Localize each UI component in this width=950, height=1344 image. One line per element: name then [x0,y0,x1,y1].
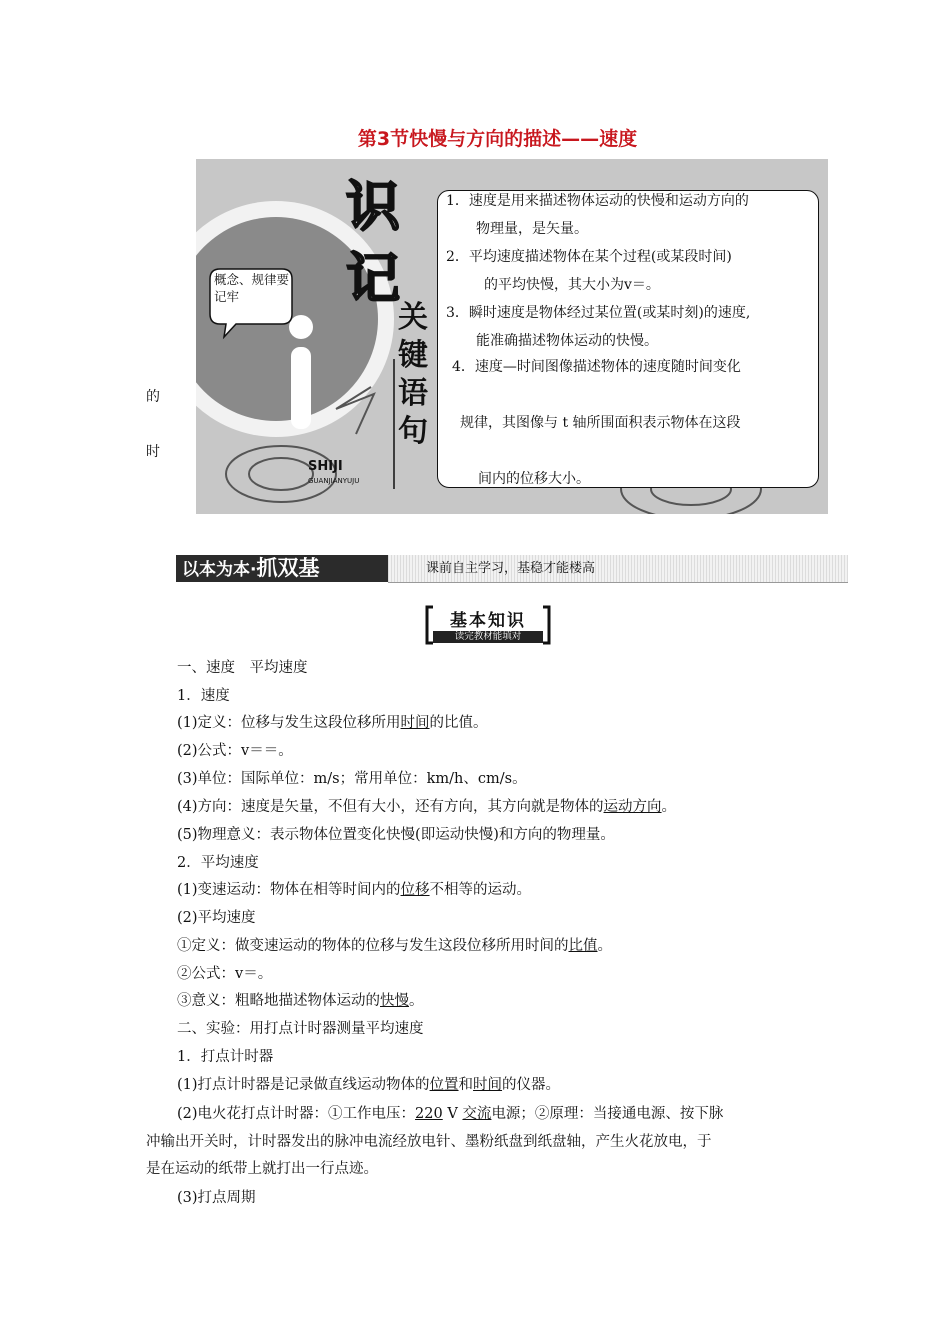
text-line [177,686,230,706]
shiji-label: SHIJI [308,459,343,474]
text-segment: (2)公式：v＝＝。 [177,743,293,759]
text-segment: 是在运动的纸带上就打出一行点迹。 [146,1161,378,1177]
text-line [177,769,527,789]
text-segment: (2)平均速度 [177,910,256,926]
text-segment: 冲输出开关时，计时器发出的脉冲电流经放电针、墨粉纸盘到纸盘轴，产生火花放电，于 [146,1134,712,1150]
fill-blank-answer: 快慢 [380,993,409,1009]
shiji-sublabel: GUANJIANYUJU [308,477,360,485]
fill-blank-answer: 时间 [473,1077,503,1093]
text-line [177,825,615,845]
text-segment: (2)电火花打点计时器：①工作电压： [177,1106,416,1122]
big-char: 记 [346,247,400,310]
key-sentence-line: 物理量，是矢量。 [476,221,588,237]
key-sentence-line: 1．速度是用来描述物体运动的快慢和运动方向的 [446,193,749,209]
section-bar-left: 以本为本· [182,560,257,580]
fill-blank-answer: 220 [415,1106,443,1122]
text-segment: 和 [458,1077,474,1093]
text-line [146,1159,378,1179]
text-line [177,1104,723,1124]
key-sentence-line: 能准确描述物体运动的快慢。 [476,333,658,349]
text-segment: 1．速度 [177,688,230,704]
text-line [177,1188,256,1208]
text-segment: (1)打点计时器是记录做直线运动物体的 [177,1077,430,1093]
text-line [177,713,488,733]
text-line [177,1075,560,1095]
knowledge-box [425,605,551,645]
text-segment: V [442,1106,463,1122]
stray-char: 时 [146,444,160,460]
fill-blank-answer: 运动方向 [603,799,662,815]
text-segment: (1)定义：位移与发生这段位移所用 [177,715,401,731]
text-line [177,991,424,1011]
text-line [177,853,259,873]
knowledge-box-title: 基本知识 [450,611,526,631]
vertical-char: 语 [398,376,428,411]
text-segment: 电源；②原理：当接通电源、按下脉 [491,1106,724,1122]
text-segment: 。 [661,799,677,815]
fill-blank-answer: 位移 [400,882,430,898]
text-line [177,1019,424,1039]
key-sentence-line: 的平均快慢，其大小为v＝。 [484,277,660,293]
text-segment: 的仪器。 [502,1077,561,1093]
key-sentence-line: 2．平均速度描述物体在某个过程(或某段时间) [446,249,732,265]
vertical-char: 句 [398,414,428,449]
text-segment: 。 [597,938,612,954]
text-line [177,658,308,678]
section-bar-big: 抓双基 [256,556,320,580]
text-segment: 的比值。 [429,715,488,731]
text-line [177,964,272,984]
vertical-char: 键 [398,338,428,373]
key-sentence-line: 3．瞬时速度是物体经过某位置(或某时刻)的速度, [446,305,751,321]
text-line [177,880,531,900]
text-segment: ②公式：v＝。 [177,966,273,982]
text-segment: 不相等的运动。 [429,882,532,898]
knowledge-box-subtitle: 读完教材能填对 [454,631,522,642]
text-segment: 二、实验：用打点计时器测量平均速度 [177,1021,424,1037]
key-sentence-line: 规律，其图像与 t 轴所围面积表示物体在这段 [460,415,741,431]
key-sentence-line: 4．速度—时间图像描述物体的速度随时间变化 [452,359,741,375]
fill-blank-answer: 位置 [429,1077,459,1093]
text-segment: 2．平均速度 [177,855,259,871]
text-line [177,908,256,928]
fill-blank-answer: 比值 [568,938,598,954]
text-line [177,741,293,761]
speech-bubble-text: 概念、规律要记牢 [214,272,290,304]
key-sentence-line: 间内的位移大小。 [478,471,590,487]
text-segment: (3)打点周期 [177,1190,256,1206]
text-line [177,1047,273,1067]
fill-blank-answer: 时间 [400,715,430,731]
text-segment: ①定义：做变速运动的物体的位移与发生这段位移所用时间的 [177,938,569,954]
big-char: 识 [346,175,400,238]
text-segment: 。 [409,993,424,1009]
vertical-char: 关 [398,300,428,335]
text-line [177,797,676,817]
text-segment: 一、速度 平均速度 [177,660,308,676]
text-segment: (4)方向：速度是矢量，不但有大小，还有方向，其方向就是物体的 [177,799,604,815]
text-line [177,936,612,956]
text-segment: ③意义：粗略地描述物体运动的 [177,993,380,1009]
fill-blank-answer: 交流 [462,1106,492,1122]
text-segment: (3)单位：国际单位：m/s；常用单位：km/h、cm/s。 [177,771,527,787]
section-bar [176,555,848,582]
section-bar-subtitle: 课前自主学习，基稳才能楼高 [426,561,596,576]
stray-char: 的 [146,389,160,405]
section-bar-label [176,555,388,582]
text-segment: 1．打点计时器 [177,1049,274,1065]
text-segment: (5)物理意义：表示物体位置变化快慢(即运动快慢)和方向的物理量。 [177,827,615,843]
vertical-caption [396,299,430,451]
text-segment: (1)变速运动：物体在相等时间内的 [177,882,401,898]
key-sentences-box [437,190,819,488]
page-title: 第3节快慢与方向的描述——速度 [357,128,638,150]
text-line [146,1132,712,1152]
